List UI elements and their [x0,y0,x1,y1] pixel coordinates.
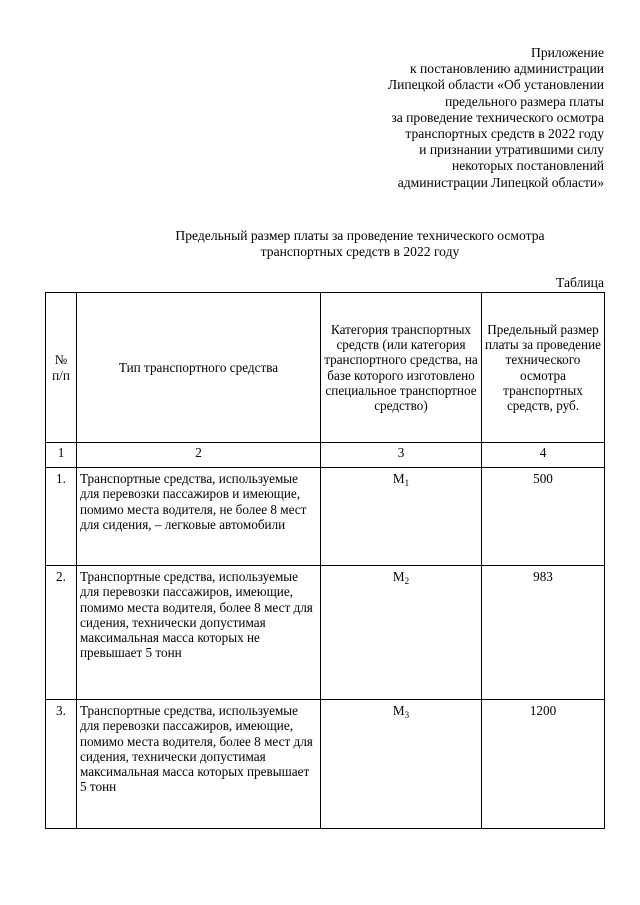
table-header-row [46,293,605,443]
appendix-line: администрации Липецкой области» [397,174,604,190]
vehicle-type: Транспортные средства, используемые для перевозки пассажиров и имеющие, помимо места водителя, не более 8 мест для сидения, – легковые автомобили [77,468,321,566]
appendix-line: некоторых постановлений [451,158,604,174]
table-row [46,468,605,566]
vehicle-category: $М_3$ [321,700,482,829]
header-category: Категория транспортных средств (или категория транспортного средства, на базе которого изготовлено специальное транспортное средство) [321,293,482,443]
vehicle-category: $М_1$ [321,468,482,566]
document-heading [100,228,620,260]
heading-line-1: Предельный размер платы за проведение технического осмотра [175,228,545,243]
appendix-block [388,45,604,191]
header-vehicle-type: Тип транспортного средства [77,293,321,443]
vehicle-type: Транспортные средства, используемые для перевозки пассажиров, имеющие, помимо места водителя, более 8 мест для сидения, технически допустимая максимальная масса которых не превышает 5 тонн [77,566,321,700]
vehicle-type: Транспортные средства, используемые для перевозки пассажиров, имеющие, помимо места водителя, более 8 мест для сидения, технически допустимая максимальная масса которых превышает 5 тонн [77,700,321,829]
appendix-line: и признании утратившими силу [419,142,604,158]
appendix-line: Липецкой области «Об установлении [387,77,604,93]
row-number: 1. [46,468,77,566]
table-row [46,700,605,829]
row-number: 2. [46,566,77,700]
table-caption: Таблица [556,275,604,290]
appendix-line: за проведение технического осмотра [391,109,604,125]
column-number: 1 [46,443,77,468]
row-number: 3. [46,700,77,829]
price-value: 500 [482,468,605,566]
column-number-row [46,443,605,468]
appendix-line: предельного размера платы [444,93,604,109]
header-number: № п/п [46,293,77,443]
table-row [46,566,605,700]
column-number: 4 [482,443,605,468]
vehicle-category: $М_2$ [321,566,482,700]
appendix-line: Приложение [531,45,604,60]
column-number: 3 [321,443,482,468]
price-value: 983 [482,566,605,700]
price-table [45,292,605,829]
appendix-line: транспортных средств в 2022 году [405,126,604,142]
appendix-line: к постановлению администрации [410,61,604,77]
price-value: 1200 [482,700,605,829]
heading-line-2: транспортных средств в 2022 году [260,244,460,259]
header-price: Предельный размер платы за проведение технического осмотра транспортных средств, руб. [482,293,605,443]
column-number: 2 [77,443,321,468]
